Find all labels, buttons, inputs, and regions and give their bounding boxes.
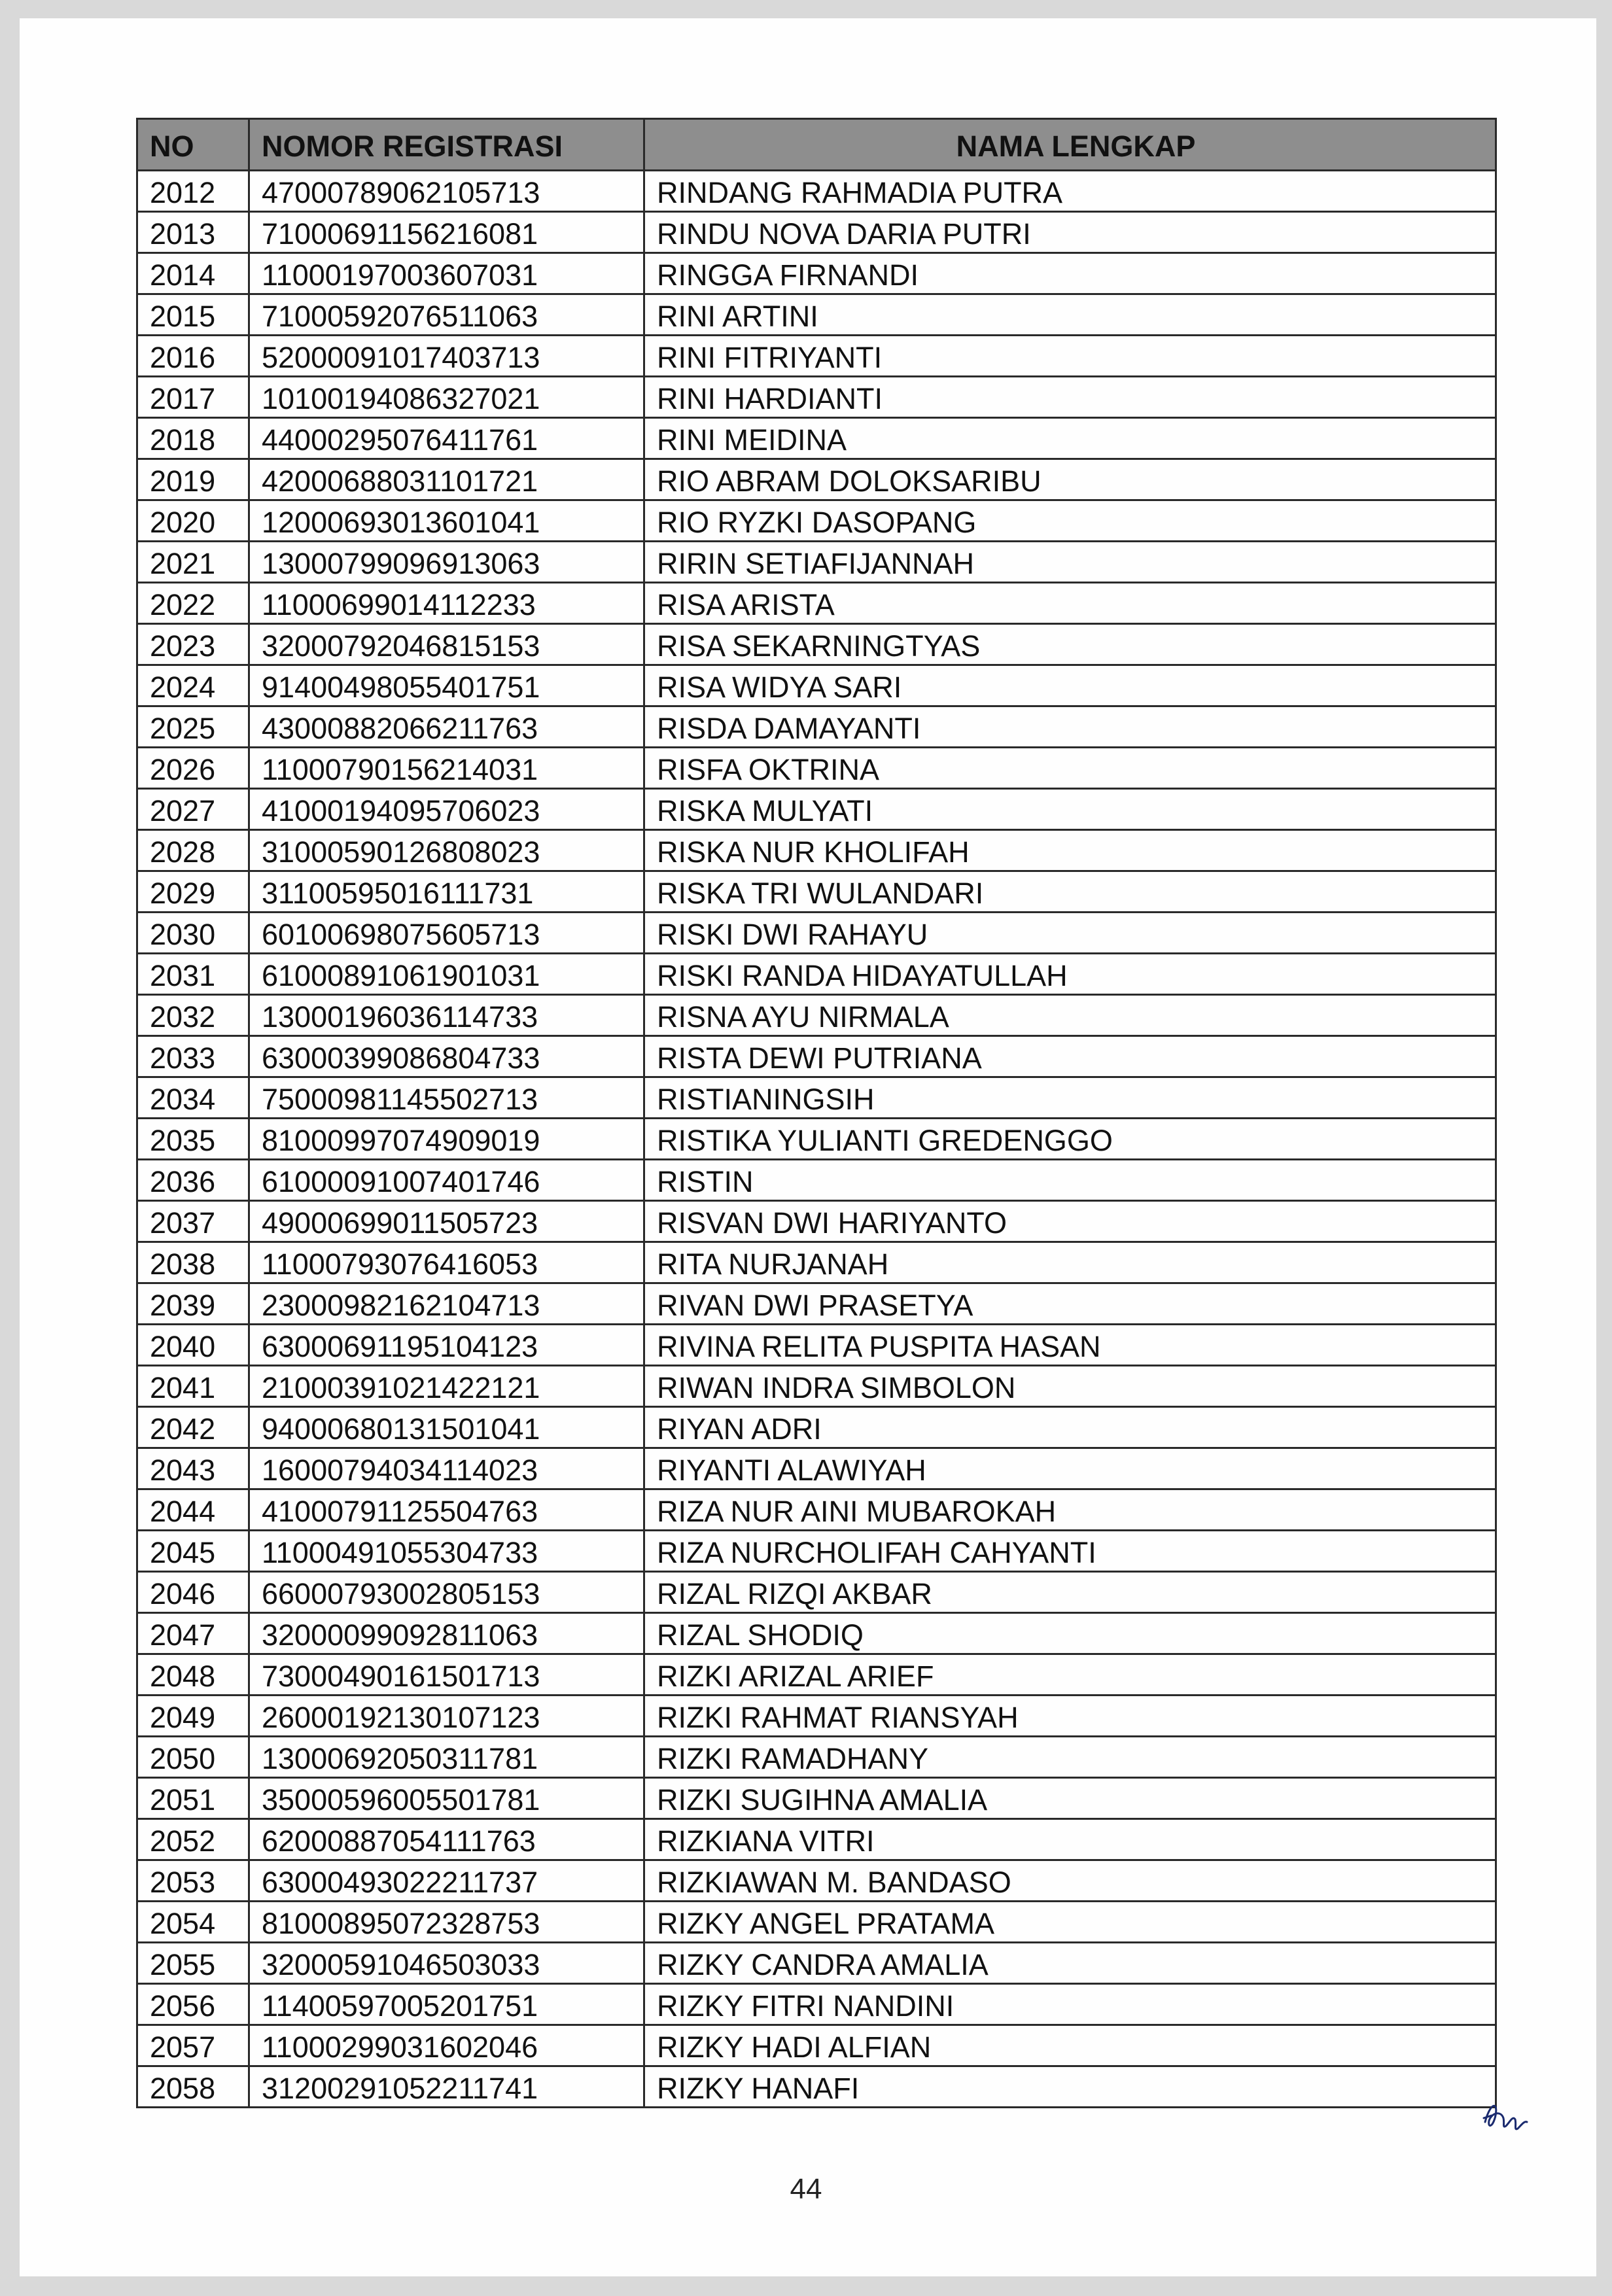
cell-registration-number: 63000691195104123 — [249, 1325, 644, 1366]
cell-registration-number: 35000596005501781 — [249, 1778, 644, 1819]
cell-no: 2048 — [137, 1654, 249, 1696]
table-row — [137, 1448, 1496, 1489]
cell-no: 2035 — [137, 1119, 249, 1160]
cell-full-name: RIRIN SETIAFIJANNAH — [644, 542, 1496, 583]
registration-table — [136, 118, 1497, 2108]
cell-full-name: RINI HARDIANTI — [644, 377, 1496, 418]
cell-no: 2015 — [137, 294, 249, 336]
table-row — [137, 1654, 1496, 1696]
table-row — [137, 1407, 1496, 1448]
cell-registration-number: 11000699014112233 — [249, 583, 644, 624]
cell-full-name: RIVINA RELITA PUSPITA HASAN — [644, 1325, 1496, 1366]
cell-full-name: RIZAL RIZQI AKBAR — [644, 1572, 1496, 1613]
table-row — [137, 1613, 1496, 1654]
cell-registration-number: 63000493022211737 — [249, 1860, 644, 1902]
table-row — [137, 212, 1496, 253]
table-header-row — [137, 119, 1496, 171]
cell-registration-number: 11000197003607031 — [249, 253, 644, 294]
table-row — [137, 336, 1496, 377]
cell-full-name: RISA WIDYA SARI — [644, 665, 1496, 706]
cell-no: 2047 — [137, 1613, 249, 1654]
cell-no: 2023 — [137, 624, 249, 665]
cell-registration-number: 71000691156216081 — [249, 212, 644, 253]
table-row — [137, 500, 1496, 542]
cell-registration-number: 32000792046815153 — [249, 624, 644, 665]
table-row — [137, 1077, 1496, 1119]
cell-full-name: RIYAN ADRI — [644, 1407, 1496, 1448]
cell-full-name: RINDU NOVA DARIA PUTRI — [644, 212, 1496, 253]
cell-no: 2041 — [137, 1366, 249, 1407]
cell-full-name: RIZKI RAHMAT RIANSYAH — [644, 1696, 1496, 1737]
cell-no: 2052 — [137, 1819, 249, 1860]
table-row — [137, 789, 1496, 830]
cell-registration-number: 52000091017403713 — [249, 336, 644, 377]
table-row — [137, 1201, 1496, 1242]
cell-no: 2022 — [137, 583, 249, 624]
cell-no: 2056 — [137, 1984, 249, 2025]
cell-registration-number: 11000790156214031 — [249, 748, 644, 789]
cell-registration-number: 63000399086804733 — [249, 1036, 644, 1077]
cell-full-name: RISKA TRI WULANDARI — [644, 871, 1496, 913]
cell-registration-number: 11000491055304733 — [249, 1531, 644, 1572]
cell-full-name: RISNA AYU NIRMALA — [644, 995, 1496, 1036]
table-row — [137, 2066, 1496, 2108]
table-row — [137, 171, 1496, 212]
cell-full-name: RISDA DAMAYANTI — [644, 706, 1496, 748]
header-no: NO — [137, 119, 249, 171]
cell-registration-number: 75000981145502713 — [249, 1077, 644, 1119]
cell-full-name: RIO RYZKI DASOPANG — [644, 500, 1496, 542]
cell-no: 2054 — [137, 1902, 249, 1943]
cell-registration-number: 47000789062105713 — [249, 171, 644, 212]
cell-no: 2013 — [137, 212, 249, 253]
cell-no: 2031 — [137, 954, 249, 995]
cell-full-name: RINI MEIDINA — [644, 418, 1496, 459]
cell-full-name: RINGGA FIRNANDI — [644, 253, 1496, 294]
cell-registration-number: 61000891061901031 — [249, 954, 644, 995]
cell-full-name: RISA SEKARNINGTYAS — [644, 624, 1496, 665]
cell-full-name: RISFA OKTRINA — [644, 748, 1496, 789]
cell-full-name: RIWAN INDRA SIMBOLON — [644, 1366, 1496, 1407]
cell-full-name: RIZKI SUGIHNA AMALIA — [644, 1778, 1496, 1819]
cell-full-name: RIZKIANA VITRI — [644, 1819, 1496, 1860]
cell-no: 2043 — [137, 1448, 249, 1489]
table-row — [137, 459, 1496, 500]
table-row — [137, 377, 1496, 418]
cell-no: 2017 — [137, 377, 249, 418]
table-row — [137, 1531, 1496, 1572]
cell-full-name: RISKA NUR KHOLIFAH — [644, 830, 1496, 871]
table-row — [137, 1696, 1496, 1737]
cell-full-name: RIZAL SHODIQ — [644, 1613, 1496, 1654]
cell-registration-number: 21000391021422121 — [249, 1366, 644, 1407]
table-row — [137, 954, 1496, 995]
cell-full-name: RIZKI ARIZAL ARIEF — [644, 1654, 1496, 1696]
cell-no: 2049 — [137, 1696, 249, 1737]
cell-registration-number: 13000799096913063 — [249, 542, 644, 583]
cell-full-name: RISTA DEWI PUTRIANA — [644, 1036, 1496, 1077]
table-row — [137, 294, 1496, 336]
table-row — [137, 706, 1496, 748]
cell-full-name: RITA NURJANAH — [644, 1242, 1496, 1283]
cell-no: 2014 — [137, 253, 249, 294]
cell-full-name: RIZA NUR AINI MUBAROKAH — [644, 1489, 1496, 1531]
header-full-name: NAMA LENGKAP — [644, 119, 1496, 171]
table-row — [137, 1489, 1496, 1531]
cell-registration-number: 31100595016111731 — [249, 871, 644, 913]
cell-full-name: RINDANG RAHMADIA PUTRA — [644, 171, 1496, 212]
cell-no: 2040 — [137, 1325, 249, 1366]
cell-registration-number: 43000882066211763 — [249, 706, 644, 748]
cell-registration-number: 49000699011505723 — [249, 1201, 644, 1242]
cell-full-name: RIZKI RAMADHANY — [644, 1737, 1496, 1778]
table-row — [137, 583, 1496, 624]
cell-no: 2055 — [137, 1943, 249, 1984]
cell-no: 2033 — [137, 1036, 249, 1077]
cell-full-name: RIZKY ANGEL PRATAMA — [644, 1902, 1496, 1943]
cell-registration-number: 11000299031602046 — [249, 2025, 644, 2066]
cell-full-name: RISKI RANDA HIDAYATULLAH — [644, 954, 1496, 995]
cell-full-name: RINI FITRIYANTI — [644, 336, 1496, 377]
handwritten-initials-icon — [1479, 2096, 1531, 2135]
cell-full-name: RIZKY HANAFI — [644, 2066, 1496, 2108]
cell-registration-number: 41000791125504763 — [249, 1489, 644, 1531]
table-row — [137, 830, 1496, 871]
cell-registration-number: 16000794034114023 — [249, 1448, 644, 1489]
cell-no: 2027 — [137, 789, 249, 830]
cell-no: 2032 — [137, 995, 249, 1036]
table-row — [137, 1036, 1496, 1077]
cell-full-name: RINI ARTINI — [644, 294, 1496, 336]
table-row — [137, 1778, 1496, 1819]
cell-full-name: RIVAN DWI PRASETYA — [644, 1283, 1496, 1325]
cell-no: 2028 — [137, 830, 249, 871]
cell-registration-number: 44000295076411761 — [249, 418, 644, 459]
cell-registration-number: 31000590126808023 — [249, 830, 644, 871]
cell-no: 2030 — [137, 913, 249, 954]
cell-no: 2016 — [137, 336, 249, 377]
cell-no: 2045 — [137, 1531, 249, 1572]
cell-no: 2050 — [137, 1737, 249, 1778]
cell-registration-number: 32000099092811063 — [249, 1613, 644, 1654]
table-row — [137, 913, 1496, 954]
cell-full-name: RIYANTI ALAWIYAH — [644, 1448, 1496, 1489]
table-row — [137, 1119, 1496, 1160]
cell-no: 2018 — [137, 418, 249, 459]
cell-no: 2029 — [137, 871, 249, 913]
header-registration-number: NOMOR REGISTRASI — [249, 119, 644, 171]
table-row — [137, 1160, 1496, 1201]
cell-full-name: RISKI DWI RAHAYU — [644, 913, 1496, 954]
cell-no: 2058 — [137, 2066, 249, 2108]
cell-no: 2021 — [137, 542, 249, 583]
table-row — [137, 1737, 1496, 1778]
cell-no: 2020 — [137, 500, 249, 542]
cell-no: 2039 — [137, 1283, 249, 1325]
cell-registration-number: 13000196036114733 — [249, 995, 644, 1036]
cell-registration-number: 41000194095706023 — [249, 789, 644, 830]
cell-no: 2051 — [137, 1778, 249, 1819]
cell-no: 2044 — [137, 1489, 249, 1531]
cell-registration-number: 42000688031101721 — [249, 459, 644, 500]
table-row — [137, 1984, 1496, 2025]
cell-no: 2026 — [137, 748, 249, 789]
cell-full-name: RIO ABRAM DOLOKSARIBU — [644, 459, 1496, 500]
cell-no: 2046 — [137, 1572, 249, 1613]
cell-full-name: RISTIANINGSIH — [644, 1077, 1496, 1119]
cell-registration-number: 60100698075605713 — [249, 913, 644, 954]
table-row — [137, 624, 1496, 665]
cell-full-name: RIZKY FITRI NANDINI — [644, 1984, 1496, 2025]
page-number: 44 — [790, 2173, 822, 2205]
cell-full-name: RIZKIAWAN M. BANDASO — [644, 1860, 1496, 1902]
cell-no: 2036 — [137, 1160, 249, 1201]
cell-registration-number: 81000997074909019 — [249, 1119, 644, 1160]
cell-registration-number: 10100194086327021 — [249, 377, 644, 418]
cell-registration-number: 11400597005201751 — [249, 1984, 644, 2025]
cell-no: 2038 — [137, 1242, 249, 1283]
table-row — [137, 542, 1496, 583]
table-row — [137, 1242, 1496, 1283]
cell-full-name: RISKA MULYATI — [644, 789, 1496, 830]
table-row — [137, 418, 1496, 459]
cell-no: 2024 — [137, 665, 249, 706]
table-row — [137, 995, 1496, 1036]
cell-registration-number: 73000490161501713 — [249, 1654, 644, 1696]
table-row — [137, 1860, 1496, 1902]
table-row — [137, 1902, 1496, 1943]
cell-registration-number: 13000692050311781 — [249, 1737, 644, 1778]
cell-registration-number: 66000793002805153 — [249, 1572, 644, 1613]
cell-registration-number: 32000591046503033 — [249, 1943, 644, 1984]
table-row — [137, 1283, 1496, 1325]
table-body — [137, 171, 1496, 2108]
cell-registration-number: 31200291052211741 — [249, 2066, 644, 2108]
cell-no: 2053 — [137, 1860, 249, 1902]
table-row — [137, 2025, 1496, 2066]
cell-full-name: RISTIN — [644, 1160, 1496, 1201]
cell-full-name: RISVAN DWI HARIYANTO — [644, 1201, 1496, 1242]
table-row — [137, 1366, 1496, 1407]
cell-full-name: RISA ARISTA — [644, 583, 1496, 624]
cell-no: 2042 — [137, 1407, 249, 1448]
table-row — [137, 748, 1496, 789]
cell-registration-number: 71000592076511063 — [249, 294, 644, 336]
table-row — [137, 1325, 1496, 1366]
cell-registration-number: 12000693013601041 — [249, 500, 644, 542]
cell-registration-number: 23000982162104713 — [249, 1283, 644, 1325]
cell-no: 2057 — [137, 2025, 249, 2066]
cell-full-name: RIZA NURCHOLIFAH CAHYANTI — [644, 1531, 1496, 1572]
table-row — [137, 871, 1496, 913]
cell-registration-number: 11000793076416053 — [249, 1242, 644, 1283]
cell-no: 2012 — [137, 171, 249, 212]
cell-full-name: RIZKY CANDRA AMALIA — [644, 1943, 1496, 1984]
cell-registration-number: 26000192130107123 — [249, 1696, 644, 1737]
table-row — [137, 1572, 1496, 1613]
table-row — [137, 1819, 1496, 1860]
cell-registration-number: 61000091007401746 — [249, 1160, 644, 1201]
cell-full-name: RISTIKA YULIANTI GREDENGGO — [644, 1119, 1496, 1160]
table-row — [137, 253, 1496, 294]
cell-registration-number: 91400498055401751 — [249, 665, 644, 706]
cell-no: 2019 — [137, 459, 249, 500]
cell-registration-number: 81000895072328753 — [249, 1902, 644, 1943]
cell-no: 2025 — [137, 706, 249, 748]
cell-no: 2034 — [137, 1077, 249, 1119]
cell-registration-number: 62000887054111763 — [249, 1819, 644, 1860]
table-row — [137, 665, 1496, 706]
cell-registration-number: 94000680131501041 — [249, 1407, 644, 1448]
cell-no: 2037 — [137, 1201, 249, 1242]
cell-full-name: RIZKY HADI ALFIAN — [644, 2025, 1496, 2066]
table-row — [137, 1943, 1496, 1984]
